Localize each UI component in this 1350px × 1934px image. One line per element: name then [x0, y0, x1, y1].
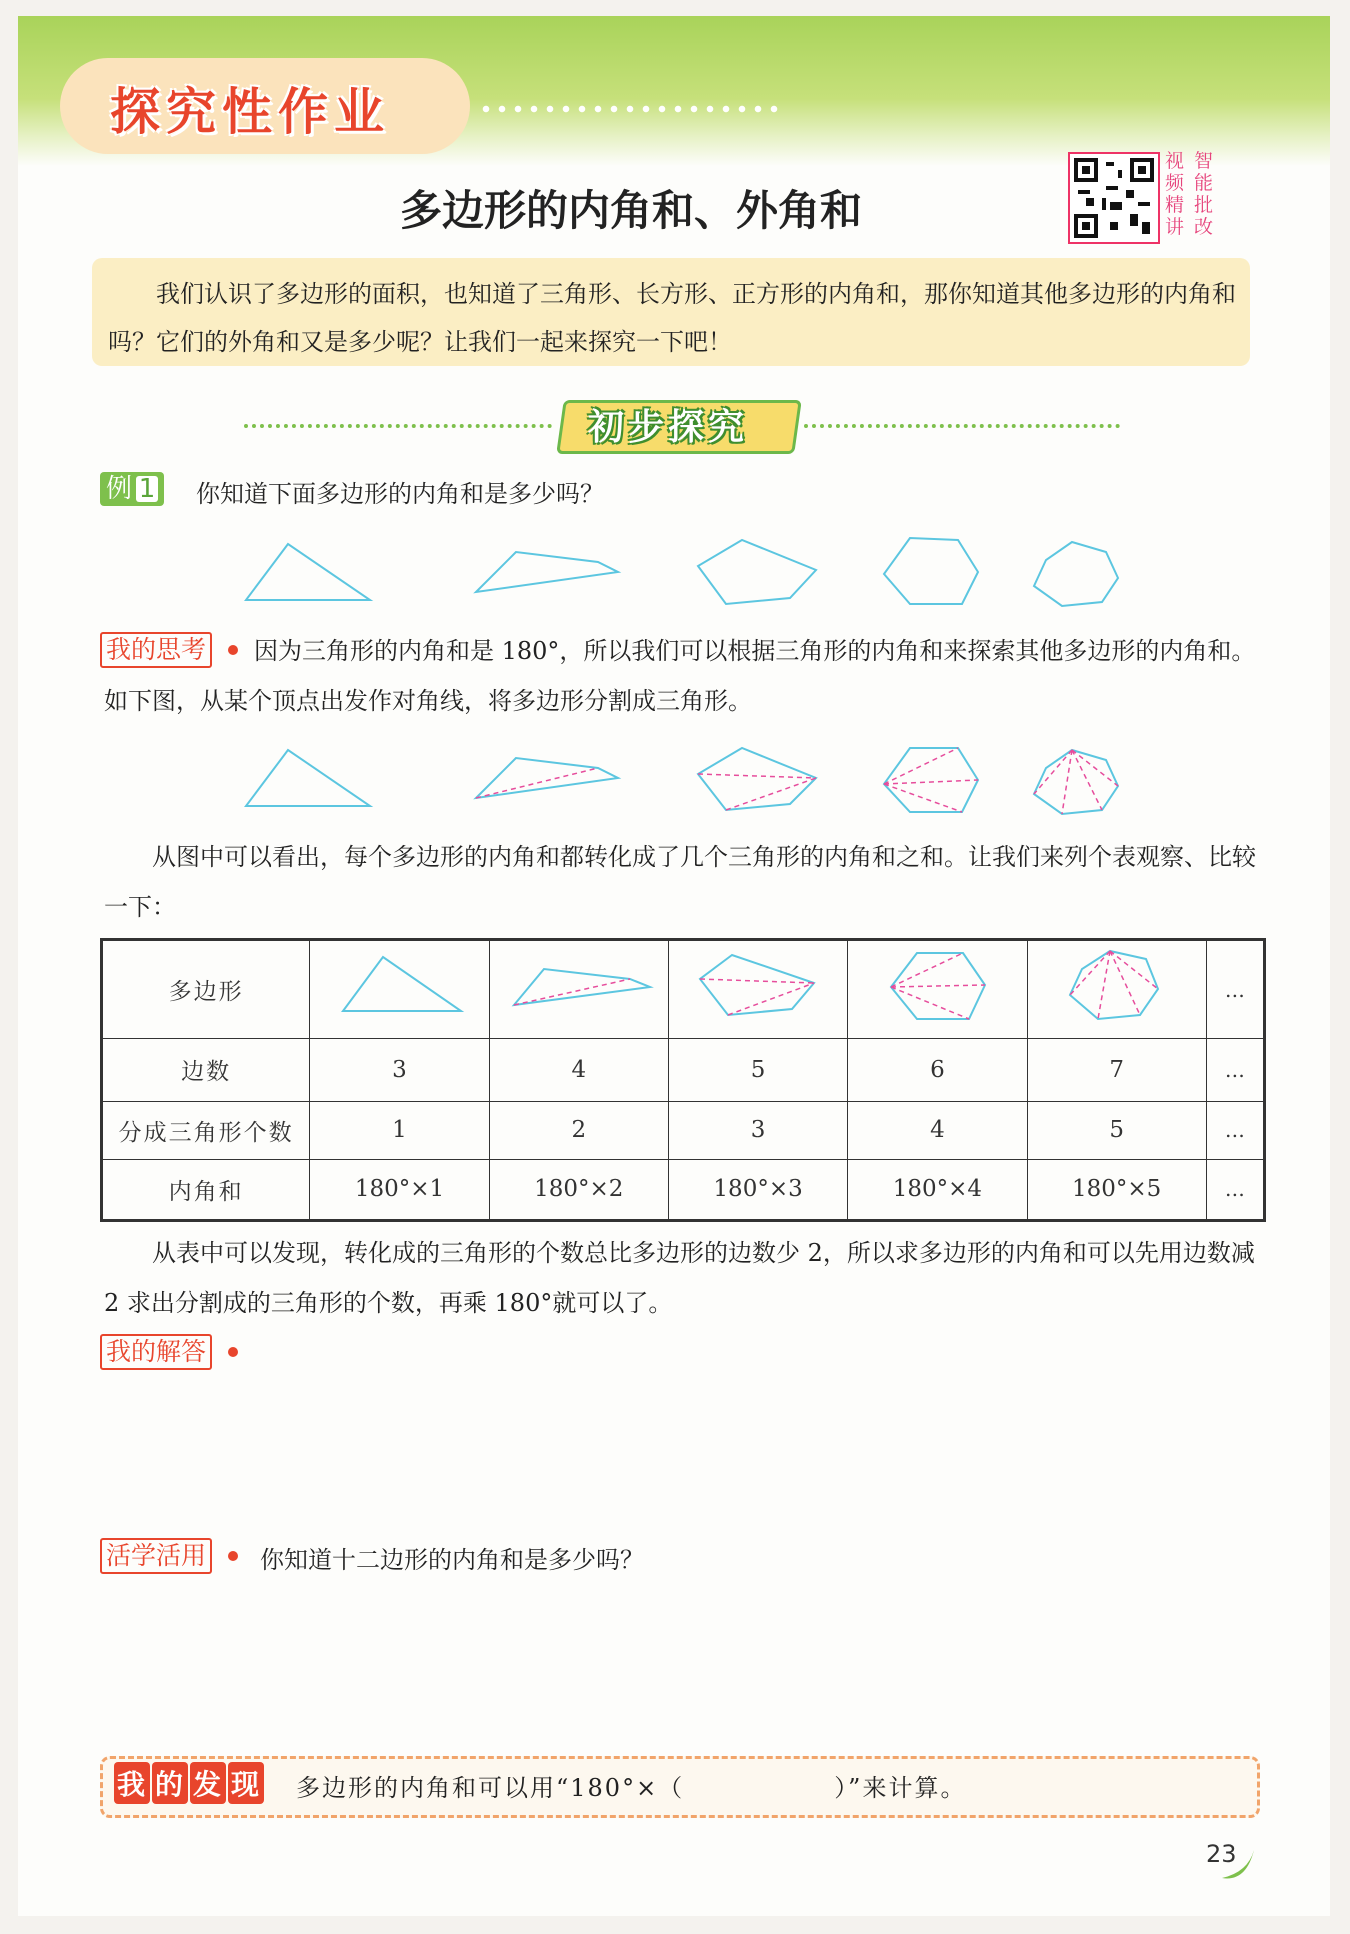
table-cell: 2 — [489, 1101, 668, 1159]
discovery-label-char: 我 — [114, 1762, 150, 1804]
qr-label: 频 — [1164, 172, 1184, 194]
qr-label: 视 — [1164, 150, 1184, 172]
practice-tag: 活学活用 — [100, 1538, 212, 1574]
table-cell: 5 — [1027, 1101, 1206, 1159]
polygon-table — [100, 938, 1266, 1222]
table-cell-shape — [668, 941, 847, 1039]
example-question: 你知道下面多边形的内角和是多少吗？ — [196, 480, 604, 508]
table-ellipsis: … — [1206, 1159, 1263, 1219]
heptagon-shape — [1034, 542, 1118, 606]
triangle-divided — [246, 750, 370, 806]
qr-label: 精 — [1164, 194, 1184, 216]
table-row-sides — [103, 1039, 1264, 1101]
table-cell-shape — [848, 941, 1027, 1039]
example-label-text: 例 — [106, 474, 133, 504]
pentagon-shape — [698, 540, 816, 604]
hexagon-divided — [884, 748, 978, 812]
header-title: 探究性作业 — [110, 83, 390, 141]
answer-tag-dot — [228, 1347, 238, 1357]
answer-area[interactable] — [100, 1380, 1260, 1530]
observation-text: 从图中可以看出，每个多边形的内角和都转化成了几个三角形的内角和之和。让我们来列个表观察、比较一下： — [104, 843, 1256, 921]
discovery-label-char: 发 — [190, 1762, 226, 1804]
table-cell: 7 — [1027, 1039, 1206, 1101]
row-header-triangles: 分成三角形个数 — [103, 1101, 310, 1159]
table-row-triangles — [103, 1101, 1264, 1159]
table-cell: 180°×1 — [310, 1159, 489, 1219]
table-cell: 5 — [668, 1039, 847, 1101]
diagonal-line — [1072, 750, 1118, 786]
thinking-tag: 我的思考 — [100, 632, 212, 668]
table-ellipsis: … — [1206, 1101, 1263, 1159]
row-header-angle-sum: 内角和 — [103, 1159, 310, 1219]
practice-answer-area[interactable] — [100, 1584, 1260, 1734]
table-cell: 180°×5 — [1027, 1159, 1206, 1219]
diagonal-line — [884, 780, 978, 784]
table-cell-shape — [489, 941, 668, 1039]
table-cell-shape — [1027, 941, 1206, 1039]
thinking-text: 因为三角形的内角和是 180°，所以我们可以根据三角形的内角和来探索其他多边形的内角和。如下图，从某个顶点出发作对角线，将多边形分割成三角形。 — [104, 637, 1256, 715]
table-cell: 180°×3 — [668, 1159, 847, 1219]
practice-tag-dot — [228, 1551, 238, 1561]
diagonal-line — [698, 774, 816, 778]
discovery-label — [114, 1762, 266, 1804]
answer-tag: 我的解答 — [100, 1334, 212, 1370]
table-cell: 3 — [310, 1039, 489, 1101]
triangle-shape — [246, 544, 370, 600]
table-ellipsis: … — [1206, 1039, 1263, 1101]
qr-label: 讲 — [1164, 216, 1184, 238]
table-cell: 180°×4 — [848, 1159, 1027, 1219]
intro-text: 我们认识了多边形的面积，也知道了三角形、长方形、正方形的内角和，那你知道其他多边形的内角和吗？它们的外角和又是多少呢？让我们一起来探究一下吧！ — [108, 280, 1236, 356]
discovery-label-char: 现 — [228, 1762, 264, 1804]
qr-label: 改 — [1193, 216, 1213, 238]
conclusion-text: 从表中可以发现，转化成的三角形的个数总比多边形的边数少 2，所以求多边形的内角和可以先用边数减 2 求出分割成的三角形的个数，再乘 180°就可以了。 — [104, 1239, 1255, 1317]
page-title: 多边形的内角和、外角和 — [400, 186, 863, 235]
row-header-polygon: 多边形 — [103, 941, 310, 1039]
pentagon-divided — [698, 748, 816, 810]
qr-label: 批 — [1193, 194, 1213, 216]
qr-label: 能 — [1193, 172, 1213, 194]
table-cell-shape — [310, 941, 489, 1039]
section-title: 初步探究 — [588, 407, 749, 448]
discovery-text — [296, 1768, 966, 1803]
discovery-text-before: 多边形的内角和可以用“180°×（ — [296, 1774, 685, 1802]
table-cell: 3 — [668, 1101, 847, 1159]
discovery-label-char: 的 — [152, 1762, 188, 1804]
example-number: 1 — [136, 476, 158, 502]
diagonal-line — [884, 748, 958, 784]
discovery-text-after: ）”来计算。 — [834, 1774, 967, 1802]
table-row-shapes — [103, 941, 1264, 1039]
table-row-angle-sums — [103, 1159, 1264, 1219]
table-cell: 180°×2 — [489, 1159, 668, 1219]
diagonal-line — [1072, 750, 1102, 810]
row-header-sides: 边数 — [103, 1039, 310, 1101]
table-cell: 1 — [310, 1101, 489, 1159]
quadrilateral-shape — [476, 552, 618, 592]
table-cell: 4 — [848, 1101, 1027, 1159]
table-cell: 4 — [489, 1039, 668, 1101]
table-ellipsis: … — [1206, 941, 1263, 1039]
page-number: 23 — [1206, 1840, 1237, 1868]
table-cell: 6 — [848, 1039, 1027, 1101]
practice-question: 你知道十二边形的内角和是多少吗？ — [260, 1546, 644, 1574]
leaf-icon — [1218, 1842, 1262, 1886]
qr-label: 智 — [1193, 150, 1213, 172]
hexagon-shape — [884, 538, 978, 604]
